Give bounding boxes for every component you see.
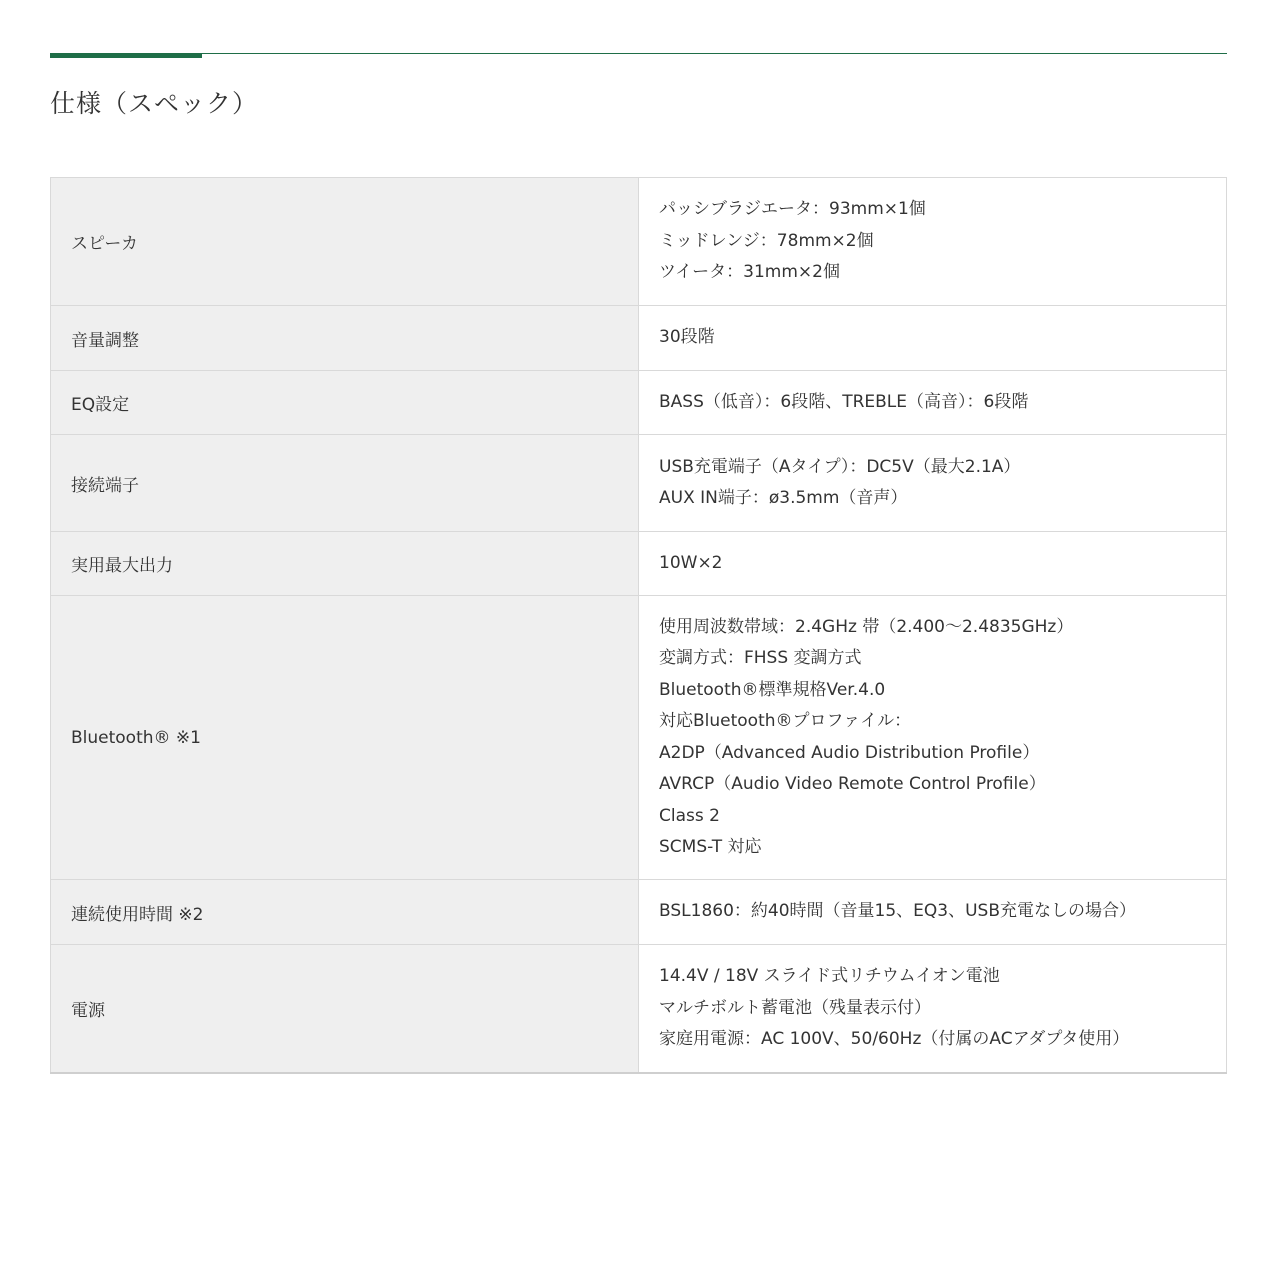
spec-value-line: SCMS-T 対応 [659,837,762,857]
spec-value-line: BASS（低音）：6段階、TREBLE（高音）：6段階 [659,391,1029,412]
spec-label: 接続端子 [51,435,639,532]
spec-value [639,532,1227,596]
spec-row-runtime [51,880,1227,945]
spec-value-line: Bluetooth®標準規格Ver.4.0 [659,679,886,700]
spec-row-eq [51,371,1227,435]
spec-label: 実用最大出力 [51,532,639,596]
spec-label: 音量調整 [51,306,639,371]
spec-value-line: 30段階 [659,327,715,348]
spec-value [639,945,1227,1073]
spec-value [639,435,1227,532]
spec-value-line: ミッドレンジ：78mm×2個 [659,230,874,251]
spec-value-line: 10W×2 [659,552,723,573]
spec-label: EQ設定 [51,371,639,435]
spec-table [50,177,1227,1074]
spec-value-line: 14.4V / 18V スライド式リチウムイオン電池 [659,966,1000,986]
page-title: 仕様（スペック） [50,89,259,118]
spec-value-line: A2DP（Advanced Audio Distribution Profile） [659,742,1040,763]
spec-label: 電源 [51,945,639,1073]
spec-row-output [51,532,1227,596]
spec-value [639,596,1227,880]
spec-value [639,178,1227,306]
spec-value-line: 家庭用電源：AC 100V、50/60Hz（付属のACアダプタ使用） [659,1029,1130,1049]
spec-value-line: USB充電端子（Aタイプ）：DC5V（最大2.1A） [659,456,1021,477]
spec-value-line: 変調方式：FHSS 変調方式 [659,648,862,668]
spec-row-speaker [51,178,1227,306]
spec-row-connectors [51,435,1227,532]
spec-value-line: ツイータ：31mm×2個 [659,262,840,283]
spec-value-line: 対応Bluetooth®プロファイル： [659,711,912,731]
spec-value-line: Class 2 [659,805,720,826]
spec-label: Bluetooth® ※1 [51,596,639,880]
spec-value-line: パッシブラジエータ：93mm×1個 [659,199,926,220]
section-divider [50,53,1227,54]
spec-value-line: AUX IN端子：ø3.5mm（音声） [659,488,908,508]
spec-label: 連続使用時間 ※2 [51,880,639,945]
spec-value-line: 使用周波数帯域：2.4GHz 帯（2.400～2.4835GHz） [659,616,1074,637]
spec-value [639,880,1227,945]
spec-row-power [51,945,1227,1073]
spec-value [639,306,1227,371]
section-divider-accent [50,53,202,58]
spec-label: スピーカ [51,178,639,306]
spec-row-volume [51,306,1227,371]
spec-value [639,371,1227,435]
spec-row-bluetooth [51,596,1227,880]
spec-value-line: BSL1860：約40時間（音量15、EQ3、USB充電なしの場合） [659,901,1136,922]
spec-value-line: マルチボルト蓄電池（残量表示付） [659,997,931,1018]
spec-value-line: AVRCP（Audio Video Remote Control Profile） [659,774,1046,794]
